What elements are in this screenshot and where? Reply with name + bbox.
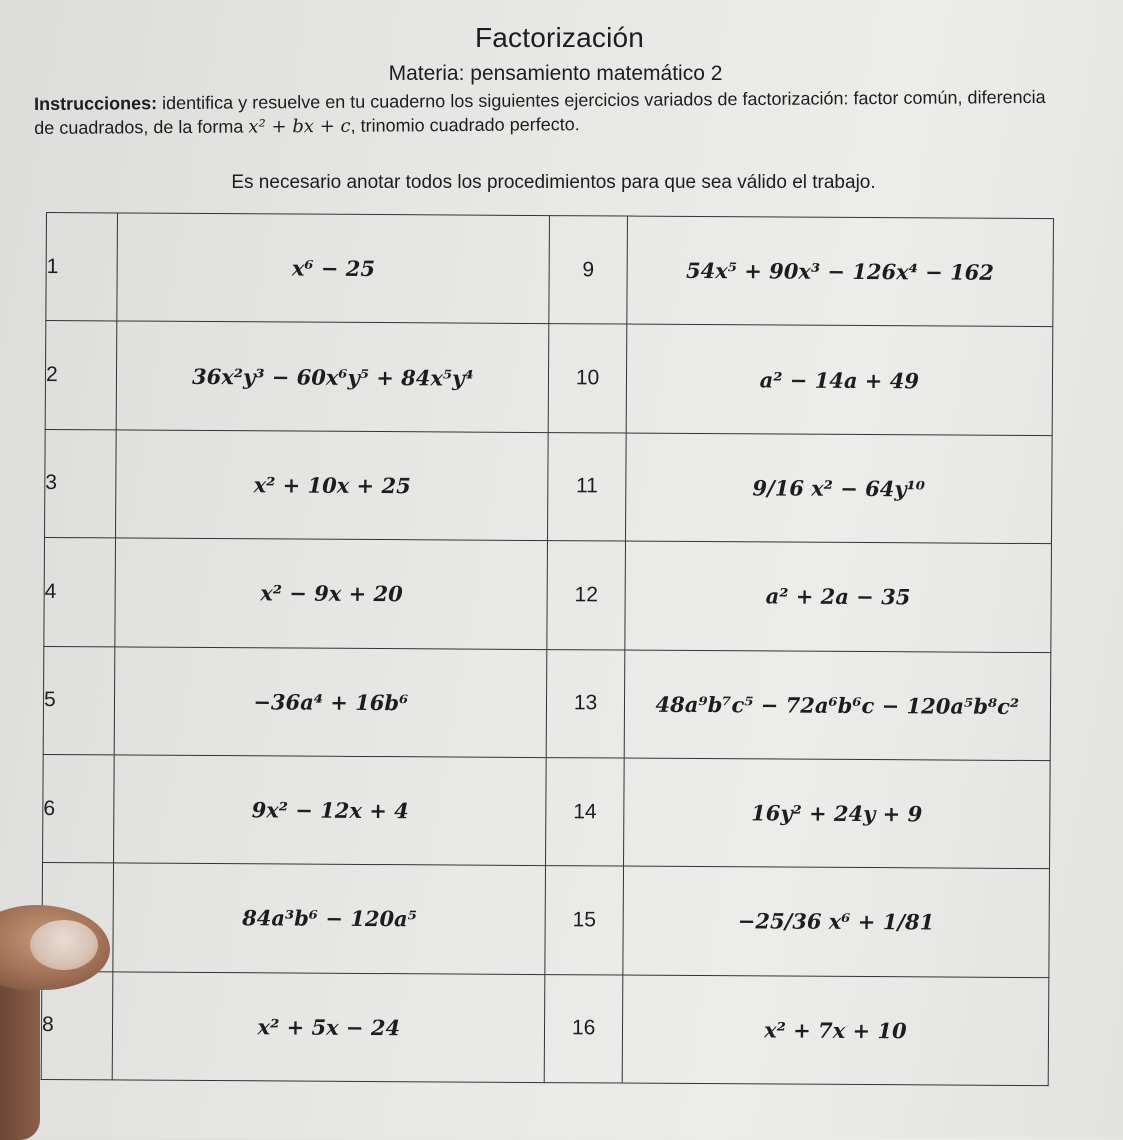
instructions-paragraph	[34, 85, 1064, 141]
table-row	[45, 429, 1053, 544]
thumbnail	[30, 920, 98, 970]
exercise-expression: 84a³b⁶ − 120a⁵	[113, 863, 546, 974]
table-row	[44, 538, 1052, 653]
instructions-text-before: identifica y resuelve en tu cuaderno los siguientes ejercicios variados de factorización: factor común, diferencia de cuadrados, de la forma	[34, 86, 1046, 138]
exercise-number: 14	[546, 757, 624, 866]
page-title: Factorización	[474, 22, 645, 53]
exercise-expression: x² + 7x + 10	[622, 975, 1049, 1086]
exercise-number: 6	[43, 754, 115, 863]
table-row	[45, 321, 1053, 436]
table-row	[46, 213, 1054, 328]
exercise-number: 12	[547, 541, 625, 650]
exercise-number: 2	[45, 321, 117, 430]
exercise-number: 9	[549, 216, 627, 325]
exercise-expression: 9/16 x² − 64y¹⁰	[625, 433, 1052, 544]
exercise-number: 4	[44, 538, 116, 647]
exercise-number: 11	[548, 432, 626, 541]
subject-line: Materia: pensamiento matemático 2	[388, 62, 723, 85]
exercise-expression: 54x⁵ + 90x³ − 126x⁴ − 162	[627, 216, 1054, 327]
exercise-number: 16	[545, 974, 623, 1083]
table-row	[43, 646, 1051, 761]
table-row	[43, 754, 1051, 869]
exercise-expression: x² + 10x + 25	[116, 430, 549, 541]
exercise-expression: 36x²y³ − 60x⁶y⁵ + 84x⁵y⁴	[116, 321, 549, 432]
exercise-expression: a² − 14a + 49	[626, 324, 1053, 435]
table-row	[42, 863, 1050, 978]
exercise-expression: x⁶ − 25	[117, 213, 550, 324]
exercise-expression: a² + 2a − 35	[625, 541, 1052, 652]
exercise-expression: 9x² − 12x + 4	[114, 755, 547, 866]
exercise-number: 3	[45, 429, 117, 538]
exercise-expression: −36a⁴ + 16b⁶	[114, 646, 547, 757]
exercise-number: 10	[549, 324, 627, 433]
instructions-label: Instrucciones:	[34, 93, 158, 114]
exercise-number: 8	[41, 971, 113, 1080]
exercise-number: 13	[547, 649, 625, 758]
instructions-text-after: , trinomio cuadrado perfecto.	[350, 114, 580, 136]
exercise-expression: x² − 9x + 20	[115, 538, 548, 649]
instructions-form: x² + bx + c	[248, 115, 351, 138]
exercise-expression: −25/36 x⁶ + 1/81	[623, 866, 1050, 977]
exercises-table	[41, 212, 1054, 1086]
exercise-expression: 16y² + 24y + 9	[623, 758, 1050, 869]
exercise-number: 5	[43, 646, 115, 755]
exercise-number: 1	[46, 213, 118, 322]
note-line: Es necesario anotar todos los procedimientos para que sea válido el trabajo.	[231, 172, 876, 193]
exercise-expression: 48a⁹b⁷c⁵ − 72a⁶b⁶c − 120a⁵b⁸c²	[624, 650, 1051, 761]
table-row	[41, 971, 1049, 1086]
exercise-expression: x² + 5x − 24	[112, 972, 545, 1083]
exercise-number: 15	[545, 866, 623, 975]
